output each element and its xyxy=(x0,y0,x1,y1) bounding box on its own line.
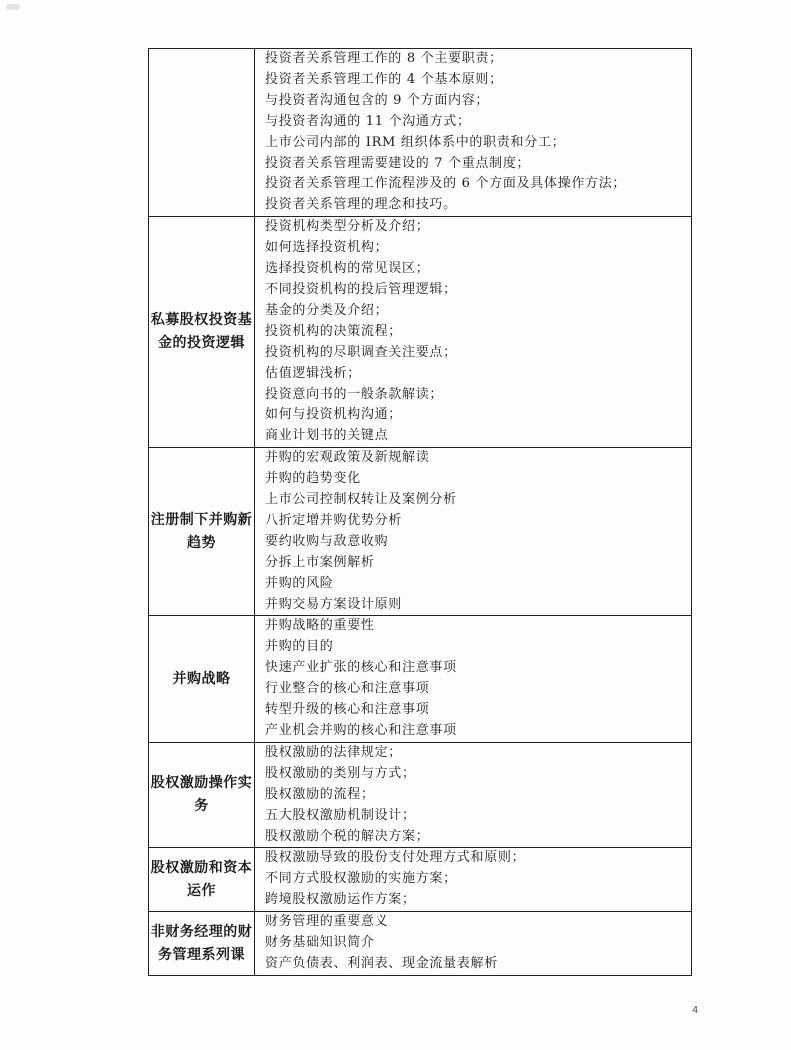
list-item: 资产负债表、利润表、现金流量表解析 xyxy=(265,955,498,971)
list-item: 股权激励导致的股份支付处理方式和原则； xyxy=(265,850,526,866)
list-item: 财务基础知识简介 xyxy=(265,935,375,951)
list-item: 股权激励的法律规定； xyxy=(265,744,403,760)
list-item: 跨境股权激励运作方案； xyxy=(265,892,416,908)
topic-cell: 股权激励操作实务 xyxy=(149,742,255,848)
scan-artifact xyxy=(6,4,20,10)
items-cell xyxy=(255,217,692,448)
list-item: 产业机会并购的核心和注意事项 xyxy=(265,723,457,738)
curriculum-table xyxy=(148,48,692,976)
list-item: 与投资者沟通的 11 个沟通方式； xyxy=(265,113,471,129)
list-item: 并购的风险 xyxy=(265,575,334,591)
topic-cell xyxy=(149,49,255,217)
list-item: 并购的宏观政策及新规解读 xyxy=(265,450,430,466)
list-item: 股权激励个税的解决方案； xyxy=(265,828,430,844)
list-item: 上市公司控制权转让及案例分析 xyxy=(265,492,457,508)
list-item: 投资者关系管理的理念和技巧。 xyxy=(265,197,457,213)
list-item: 并购战略的重要性 xyxy=(265,618,375,634)
list-item: 与投资者沟通包含的 9 个方面内容； xyxy=(265,92,490,108)
items-cell xyxy=(255,448,692,616)
list-item: 基金的分类及介绍； xyxy=(265,302,389,318)
list-item: 股权激励的流程； xyxy=(265,786,375,802)
list-item: 如何选择投资机构； xyxy=(265,240,389,256)
items-cell xyxy=(255,848,692,912)
table-row xyxy=(149,616,692,742)
list-item: 快速产业扩张的核心和注意事项 xyxy=(265,660,457,676)
list-item: 投资者关系管理工作流程涉及的 6 个方面及具体操作方法； xyxy=(265,176,627,192)
topic-cell: 并购战略 xyxy=(149,616,255,742)
page-number: 4 xyxy=(692,1005,699,1016)
list-item: 八折定增并购优势分析 xyxy=(265,512,403,528)
list-item: 投资机构的决策流程； xyxy=(265,323,403,339)
items-cell xyxy=(255,616,692,742)
list-item: 投资机构类型分析及介绍； xyxy=(265,219,430,235)
list-item: 上市公司内部的 IRM 组织体系中的职责和分工； xyxy=(265,134,566,150)
topic-cell: 股权激励和资本运作 xyxy=(149,848,255,912)
list-item: 五大股权激励机制设计； xyxy=(265,807,416,823)
list-item: 分拆上市案例解析 xyxy=(265,554,375,570)
items-cell xyxy=(255,49,692,217)
items-cell xyxy=(255,912,692,976)
list-item: 不同投资机构的投后管理逻辑； xyxy=(265,281,457,297)
topic-cell: 非财务经理的财务管理系列课 xyxy=(149,912,255,976)
list-item: 不同方式股权激励的实施方案； xyxy=(265,871,457,887)
list-item: 商业计划书的关键点 xyxy=(265,428,389,444)
list-item: 投资者关系管理需要建设的 7 个重点制度； xyxy=(265,155,531,171)
list-item: 并购的趋势变化 xyxy=(265,471,361,487)
table-row xyxy=(149,448,692,616)
list-item: 并购交易方案设计原则 xyxy=(265,596,403,612)
list-item: 股权激励的类别与方式； xyxy=(265,765,416,781)
list-item: 估值逻辑浅析； xyxy=(265,365,361,381)
list-item: 选择投资机构的常见误区； xyxy=(265,261,430,277)
list-item: 财务管理的重要意义 xyxy=(265,914,389,930)
topic-cell: 私募股权投资基金的投资逻辑 xyxy=(149,217,255,448)
list-item: 要约收购与敌意收购 xyxy=(265,533,389,549)
list-item: 转型升级的核心和注意事项 xyxy=(265,702,430,718)
table-row xyxy=(149,217,692,448)
list-item: 投资者关系管理工作的 4 个基本原则； xyxy=(265,71,503,87)
topic-cell: 注册制下并购新趋势 xyxy=(149,448,255,616)
list-item: 行业整合的核心和注意事项 xyxy=(265,681,430,697)
table-row xyxy=(149,49,692,217)
list-item: 投资机构的尽职调查关注要点； xyxy=(265,344,457,360)
table-row xyxy=(149,912,692,976)
list-item: 并购的目的 xyxy=(265,639,334,655)
list-item: 如何与投资机构沟通； xyxy=(265,407,403,423)
table-row xyxy=(149,742,692,848)
list-item: 投资意向书的一般条款解读； xyxy=(265,386,444,402)
items-cell xyxy=(255,742,692,848)
table-row xyxy=(149,848,692,912)
list-item: 投资者关系管理工作的 8 个主要职责； xyxy=(265,51,503,66)
